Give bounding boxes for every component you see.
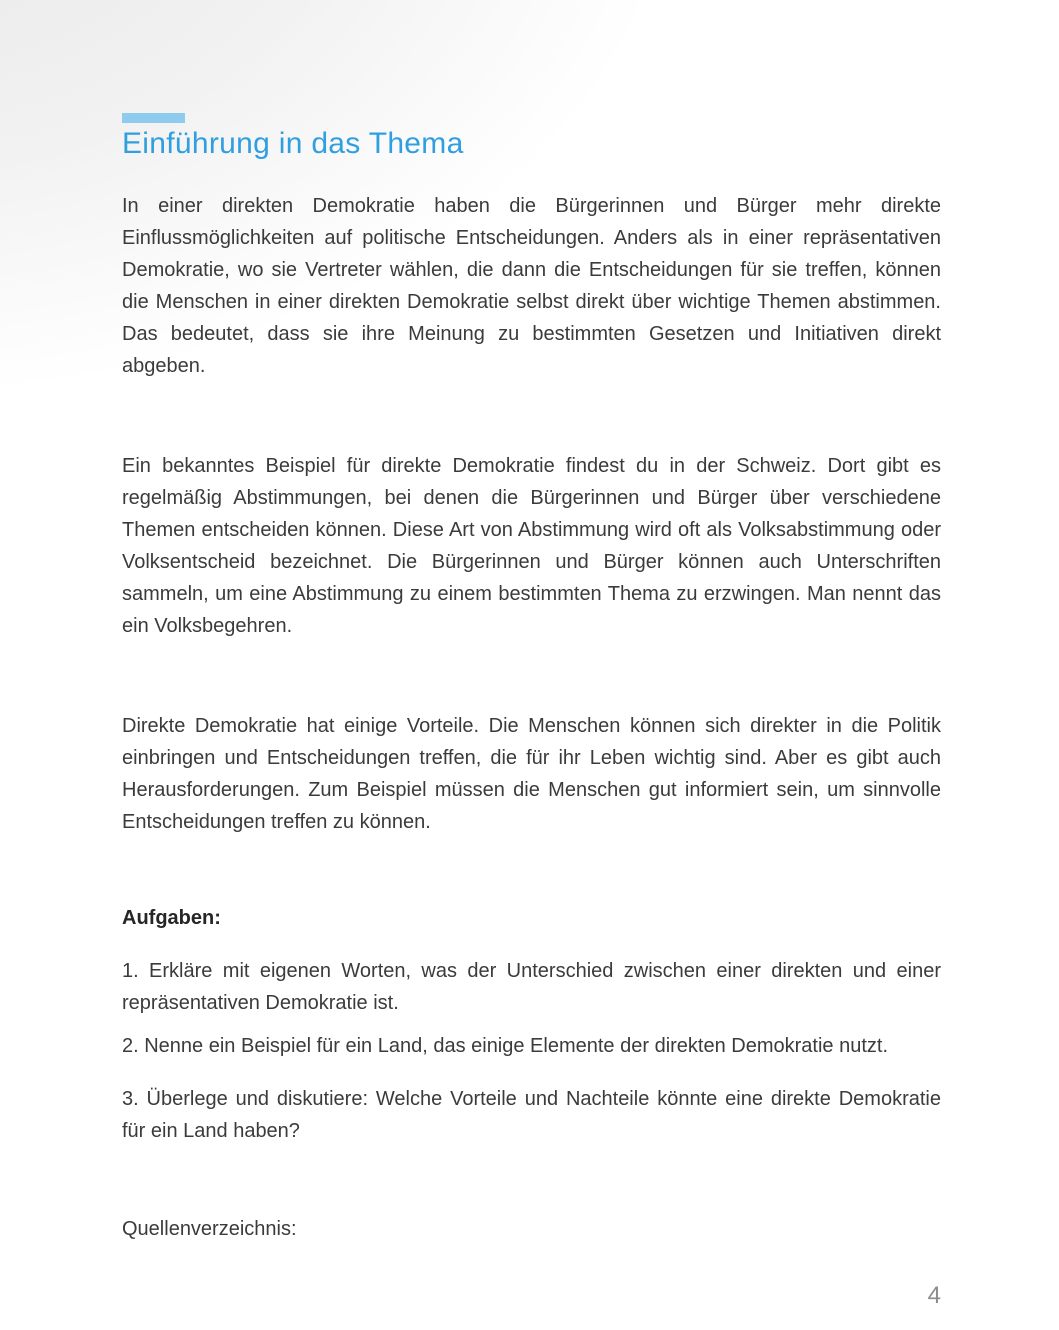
intro-paragraph-2: Ein bekanntes Beispiel für direkte Demokratie findest du in der Schweiz. Dort gibt es regelmäßig Abstimmungen, bei denen die Bürgerinnen und Bürger über verschiedene Themen entscheiden können. Diese Art von Abstimmung wird oft als Volksabstimmung oder Volksentscheid bezeichnet. Die Bürgerinnen und Bürger können auch Unterschriften sammeln, um eine Abstimmung zu einem bestimmten Thema zu erzwingen. Man nennt das ein Volksbegehren. [122,455,941,637]
page-title: Einführung in das Thema [122,127,464,160]
task-item-1: 1. Erkläre mit eigenen Worten, was der Unterschied zwischen einer direkten und einer repräsentativen Demokratie ist. [122,960,941,1014]
intro-paragraph-3: Direkte Demokratie hat einige Vorteile. Die Menschen können sich direkter in die Politik einbringen und Entscheidungen treffen, die für ihr Leben wichtig sind. Aber es gibt auch Herausforderungen. Zum Beispiel müssen die Menschen gut informiert sein, um sinnvolle Entscheidungen treffen zu können. [122,715,941,833]
page-number: 4 [927,1282,941,1309]
heading-accent-bar [122,113,185,123]
sources-heading: Quellenverzeichnis: [122,1218,297,1240]
intro-paragraph-1: In einer direkten Demokratie haben die Bürgerinnen und Bürger mehr direkte Einflussmöglichkeiten auf politische Entscheidungen. Anders als in einer repräsentativen Demokratie, wo sie Vertreter wählen, die dann die Entscheidungen für sie treffen, können die Menschen in einer direkten Demokratie selbst direkt über wichtige Themen abstimmen. Das bedeutet, dass sie ihre Meinung zu bestimmten Gesetzen und Initiativen direkt abgeben. [122,195,941,377]
task-item-3: 3. Überlege und diskutiere: Welche Vorteile und Nachteile könnte eine direkte Demokratie für ein Land haben? [122,1088,941,1142]
task-item-2: 2. Nenne ein Beispiel für ein Land, das einige Elemente der direkten Demokratie nutzt. [122,1035,889,1057]
tasks-heading: Aufgaben: [122,907,221,929]
